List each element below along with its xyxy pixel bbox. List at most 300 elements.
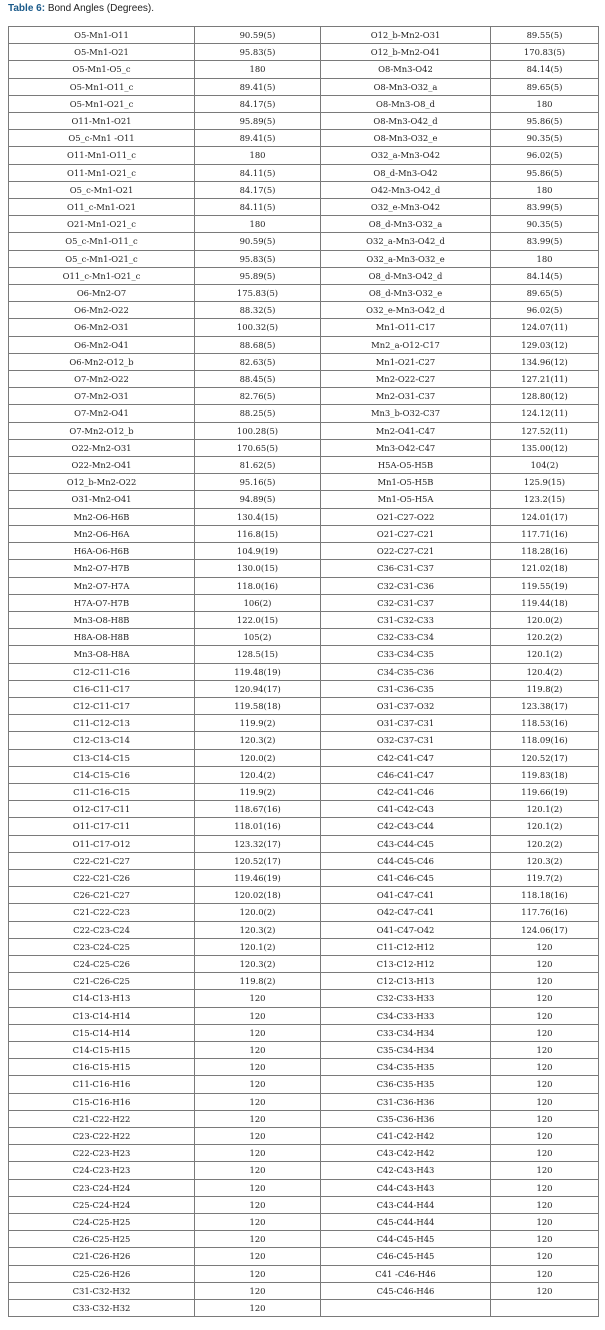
- table-row: [9, 594, 599, 611]
- angle-atoms-left: O5-Mn1-O21_c: [9, 95, 195, 112]
- angle-atoms-left: C22-C23-C24: [9, 921, 195, 938]
- table-row: [9, 457, 599, 474]
- angle-value-left: 90.59(5): [195, 27, 321, 44]
- table-row: [9, 164, 599, 181]
- table-row: [9, 267, 599, 284]
- angle-value-left: 120: [195, 1214, 321, 1231]
- angle-value-right: 95.86(5): [491, 113, 599, 130]
- angle-atoms-right: Mn1-O21-C27: [321, 353, 491, 370]
- angle-value-right: 84.14(5): [491, 61, 599, 78]
- angle-atoms-left: C21-C26-H26: [9, 1248, 195, 1265]
- table-row: [9, 663, 599, 680]
- angle-value-left: 119.46(19): [195, 869, 321, 886]
- table-row: [9, 1041, 599, 1058]
- angle-atoms-right: Mn3_b-O32-C37: [321, 405, 491, 422]
- angle-atoms-right: O12_b-Mn2-O31: [321, 27, 491, 44]
- angle-value-left: 120: [195, 1196, 321, 1213]
- angle-value-right: 134.96(12): [491, 353, 599, 370]
- angle-atoms-right: C32-C33-C34: [321, 629, 491, 646]
- angle-atoms-left: C24-C23-H23: [9, 1162, 195, 1179]
- angle-atoms-left: C12-C11-C16: [9, 663, 195, 680]
- angle-atoms-right: C32-C33-H33: [321, 990, 491, 1007]
- angle-atoms-left: O11_c-Mn1-O21_c: [9, 267, 195, 284]
- angle-value-left: 95.89(5): [195, 267, 321, 284]
- table-row: [9, 955, 599, 972]
- table-row: [9, 921, 599, 938]
- angle-value-right: 120: [491, 1196, 599, 1213]
- angle-value-left: 116.8(15): [195, 525, 321, 542]
- angle-atoms-right: C46-C41-C47: [321, 766, 491, 783]
- angle-atoms-right: C46-C45-H45: [321, 1248, 491, 1265]
- angle-atoms-right: C31-C36-H36: [321, 1093, 491, 1110]
- angle-value-right: 120: [491, 1059, 599, 1076]
- angle-atoms-right: C36-C35-H35: [321, 1076, 491, 1093]
- angle-value-left: 119.58(18): [195, 697, 321, 714]
- angle-atoms-left: C23-C24-C25: [9, 938, 195, 955]
- table-row: [9, 1231, 599, 1248]
- angle-value-left: 128.5(15): [195, 646, 321, 663]
- angle-atoms-right: C34-C35-C36: [321, 663, 491, 680]
- table-row: [9, 1076, 599, 1093]
- angle-value-right: 123.2(15): [491, 491, 599, 508]
- table-row: [9, 147, 599, 164]
- angle-value-right: 120: [491, 973, 599, 990]
- angle-atoms-left: C16-C11-C17: [9, 680, 195, 697]
- angle-value-left: 180: [195, 147, 321, 164]
- table-row: [9, 302, 599, 319]
- angle-atoms-left: Mn2-O6-H6B: [9, 508, 195, 525]
- angle-atoms-right: Mn2-O22-C27: [321, 371, 491, 388]
- angle-atoms-left: O5-Mn1-O11: [9, 27, 195, 44]
- angle-value-left: 120: [195, 1059, 321, 1076]
- angle-value-right: 120: [491, 1248, 599, 1265]
- angle-value-left: 119.8(2): [195, 973, 321, 990]
- angle-atoms-left: O6-Mn2-O7: [9, 285, 195, 302]
- angle-value-right: 120.1(2): [491, 646, 599, 663]
- angle-value-left: 120.0(2): [195, 749, 321, 766]
- angle-value-right: 120: [491, 1041, 599, 1058]
- angle-atoms-right: C42-C41-C46: [321, 783, 491, 800]
- angle-atoms-right: C44-C43-H43: [321, 1179, 491, 1196]
- angle-atoms-right: O31-C37-O32: [321, 697, 491, 714]
- table-row: [9, 250, 599, 267]
- angle-value-right: 118.09(16): [491, 732, 599, 749]
- table-row: [9, 611, 599, 628]
- table-row: [9, 1196, 599, 1213]
- table-row: [9, 990, 599, 1007]
- angle-value-right: 120: [491, 1179, 599, 1196]
- angle-value-right: 118.53(16): [491, 715, 599, 732]
- angle-value-left: 82.76(5): [195, 388, 321, 405]
- angle-value-left: 95.89(5): [195, 113, 321, 130]
- angle-value-left: 170.65(5): [195, 439, 321, 456]
- angle-value-right: 96.02(5): [491, 147, 599, 164]
- angle-atoms-right: Mn2-O31-C37: [321, 388, 491, 405]
- angle-value-right: 120.4(2): [491, 663, 599, 680]
- angle-value-right: 124.01(17): [491, 508, 599, 525]
- angle-atoms-right: C13-C12-H12: [321, 955, 491, 972]
- angle-atoms-right: C41-C42-C43: [321, 801, 491, 818]
- angle-value-left: 106(2): [195, 594, 321, 611]
- angle-value-left: 123.32(17): [195, 835, 321, 852]
- table-row: [9, 766, 599, 783]
- angle-atoms-left: O6-Mn2-O12_b: [9, 353, 195, 370]
- angle-atoms-right: O42-C47-C41: [321, 904, 491, 921]
- angle-value-right: 118.18(16): [491, 887, 599, 904]
- angle-atoms-left: C14-C15-H15: [9, 1041, 195, 1058]
- angle-atoms-left: C25-C24-H24: [9, 1196, 195, 1213]
- angle-value-left: 84.17(5): [195, 95, 321, 112]
- angle-atoms-left: C12-C13-C14: [9, 732, 195, 749]
- angle-atoms-left: O22-Mn2-O31: [9, 439, 195, 456]
- angle-atoms-right: Mn2_a-O12-C17: [321, 336, 491, 353]
- angle-atoms-right: Mn1-O11-C17: [321, 319, 491, 336]
- table-row: [9, 1110, 599, 1127]
- angle-value-left: 88.25(5): [195, 405, 321, 422]
- angle-atoms-right: Mn3-O42-C47: [321, 439, 491, 456]
- angle-value-right: 95.86(5): [491, 164, 599, 181]
- angle-atoms-right: O32-C37-C31: [321, 732, 491, 749]
- angle-value-right: 120: [491, 955, 599, 972]
- angle-atoms-left: O6-Mn2-O22: [9, 302, 195, 319]
- angle-value-right: 120: [491, 1007, 599, 1024]
- angle-atoms-left: O22-Mn2-O41: [9, 457, 195, 474]
- angle-atoms-right: [321, 1300, 491, 1317]
- angle-atoms-left: C24-C25-H25: [9, 1214, 195, 1231]
- angle-atoms-left: O7-Mn2-O12_b: [9, 422, 195, 439]
- angle-atoms-right: O41-C47-C41: [321, 887, 491, 904]
- angle-atoms-left: O11-Mn1-O21: [9, 113, 195, 130]
- angle-atoms-left: Mn2-O7-H7B: [9, 560, 195, 577]
- angle-value-left: 88.32(5): [195, 302, 321, 319]
- angle-value-right: 124.06(17): [491, 921, 599, 938]
- angle-atoms-left: O12-C17-C11: [9, 801, 195, 818]
- angle-value-left: 118.67(16): [195, 801, 321, 818]
- angle-atoms-left: Mn2-O6-H6A: [9, 525, 195, 542]
- table-row: [9, 336, 599, 353]
- angle-atoms-left: H7A-O7-H7B: [9, 594, 195, 611]
- angle-value-left: 100.28(5): [195, 422, 321, 439]
- angle-atoms-left: Mn2-O7-H7A: [9, 577, 195, 594]
- table-row: [9, 887, 599, 904]
- table-row: [9, 1162, 599, 1179]
- angle-value-left: 180: [195, 216, 321, 233]
- angle-atoms-left: C21-C22-C23: [9, 904, 195, 921]
- table-row: [9, 1248, 599, 1265]
- angle-value-right: 120.1(2): [491, 818, 599, 835]
- angle-atoms-right: O31-C37-C31: [321, 715, 491, 732]
- angle-value-right: 120.2(2): [491, 835, 599, 852]
- angle-atoms-left: C22-C23-H23: [9, 1145, 195, 1162]
- angle-atoms-right: C31-C32-C33: [321, 611, 491, 628]
- angle-value-right: 128.80(12): [491, 388, 599, 405]
- angle-value-left: 175.83(5): [195, 285, 321, 302]
- angle-atoms-right: O21-C27-O22: [321, 508, 491, 525]
- angle-atoms-right: C42-C43-H43: [321, 1162, 491, 1179]
- bond-angles-table: [8, 26, 599, 1317]
- angle-atoms-right: O32_a-Mn3-O42: [321, 147, 491, 164]
- angle-value-left: 130.4(15): [195, 508, 321, 525]
- angle-atoms-right: C12-C13-H13: [321, 973, 491, 990]
- angle-atoms-left: O5-Mn1-O11_c: [9, 78, 195, 95]
- angle-value-right: 89.65(5): [491, 78, 599, 95]
- angle-value-right: 119.44(18): [491, 594, 599, 611]
- angle-atoms-left: O5-Mn1-O5_c: [9, 61, 195, 78]
- table-caption-text: Bond Angles (Degrees).: [45, 3, 154, 14]
- angle-atoms-left: O11-Mn1-O11_c: [9, 147, 195, 164]
- angle-atoms-right: O8_d-Mn3-O32_e: [321, 285, 491, 302]
- angle-atoms-right: C44-C45-H45: [321, 1231, 491, 1248]
- angle-value-right: 119.8(2): [491, 680, 599, 697]
- table-row: [9, 233, 599, 250]
- table-row: [9, 353, 599, 370]
- angle-value-left: 120: [195, 1110, 321, 1127]
- table-row: [9, 938, 599, 955]
- table-row: [9, 801, 599, 818]
- angle-value-left: 120: [195, 1093, 321, 1110]
- angle-atoms-right: C45-C46-H46: [321, 1282, 491, 1299]
- angle-value-right: 120: [491, 1128, 599, 1145]
- angle-atoms-left: H6A-O6-H6B: [9, 543, 195, 560]
- angle-value-right: 120.52(17): [491, 749, 599, 766]
- angle-value-left: 105(2): [195, 629, 321, 646]
- angle-atoms-left: C21-C26-C25: [9, 973, 195, 990]
- angle-atoms-right: C32-C31-C37: [321, 594, 491, 611]
- angle-value-right: 120.2(2): [491, 629, 599, 646]
- table-row: [9, 113, 599, 130]
- angle-value-right: 127.52(11): [491, 422, 599, 439]
- angle-value-left: 120: [195, 1162, 321, 1179]
- angle-value-left: 118.0(16): [195, 577, 321, 594]
- angle-atoms-right: O8-Mn3-O8_d: [321, 95, 491, 112]
- angle-atoms-left: O5_c-Mn1 -O11: [9, 130, 195, 147]
- table-row: [9, 95, 599, 112]
- table-row: [9, 319, 599, 336]
- table-row: [9, 973, 599, 990]
- angle-atoms-left: O7-Mn2-O31: [9, 388, 195, 405]
- table-row: [9, 1300, 599, 1317]
- angle-atoms-right: O8_d-Mn3-O42_d: [321, 267, 491, 284]
- table-row: [9, 285, 599, 302]
- angle-value-left: 120: [195, 1007, 321, 1024]
- angle-atoms-right: C42-C41-C47: [321, 749, 491, 766]
- angle-value-right: 83.99(5): [491, 199, 599, 216]
- angle-atoms-right: C45-C44-H44: [321, 1214, 491, 1231]
- angle-atoms-left: C31-C32-H32: [9, 1282, 195, 1299]
- angle-value-left: 89.41(5): [195, 78, 321, 95]
- angle-value-left: 120: [195, 1265, 321, 1282]
- angle-value-left: 120: [195, 1128, 321, 1145]
- angle-atoms-right: C36-C31-C37: [321, 560, 491, 577]
- angle-atoms-left: C11-C16-C15: [9, 783, 195, 800]
- angle-value-left: 90.59(5): [195, 233, 321, 250]
- angle-atoms-right: O12_b-Mn2-O41: [321, 44, 491, 61]
- angle-atoms-right: O32_e-Mn3-O42_d: [321, 302, 491, 319]
- angle-value-right: 90.35(5): [491, 216, 599, 233]
- table-row: [9, 439, 599, 456]
- angle-atoms-left: C15-C16-H16: [9, 1093, 195, 1110]
- angle-value-left: 120.02(18): [195, 887, 321, 904]
- angle-value-right: 120: [491, 1145, 599, 1162]
- angle-value-right: 124.12(11): [491, 405, 599, 422]
- angle-value-right: 120: [491, 938, 599, 955]
- table-row: [9, 1059, 599, 1076]
- table-row: [9, 1093, 599, 1110]
- angle-value-left: 94.89(5): [195, 491, 321, 508]
- angle-value-left: 120.94(17): [195, 680, 321, 697]
- angle-value-right: 118.28(16): [491, 543, 599, 560]
- angle-atoms-left: C25-C26-H26: [9, 1265, 195, 1282]
- angle-value-left: 120: [195, 1041, 321, 1058]
- angle-value-right: 180: [491, 250, 599, 267]
- table-row: [9, 629, 599, 646]
- table-row: [9, 371, 599, 388]
- angle-value-right: 120: [491, 1265, 599, 1282]
- angle-value-left: 100.32(5): [195, 319, 321, 336]
- table-row: [9, 732, 599, 749]
- table-row: [9, 1024, 599, 1041]
- angle-value-right: 125.9(15): [491, 474, 599, 491]
- angle-atoms-left: O5_c-Mn1-O21_c: [9, 250, 195, 267]
- angle-atoms-right: C34-C33-H33: [321, 1007, 491, 1024]
- angle-atoms-left: O21-Mn1-O21_c: [9, 216, 195, 233]
- angle-value-right: 119.66(19): [491, 783, 599, 800]
- angle-value-left: 120.3(2): [195, 955, 321, 972]
- table-row: [9, 216, 599, 233]
- table-row: [9, 508, 599, 525]
- angle-atoms-left: C33-C32-H32: [9, 1300, 195, 1317]
- angle-atoms-left: O12_b-Mn2-O22: [9, 474, 195, 491]
- angle-value-right: 83.99(5): [491, 233, 599, 250]
- angle-atoms-left: Mn3-O8-H8A: [9, 646, 195, 663]
- angle-atoms-right: C32-C31-C36: [321, 577, 491, 594]
- angle-atoms-left: C22-C21-C27: [9, 852, 195, 869]
- angle-atoms-right: C35-C36-H36: [321, 1110, 491, 1127]
- angle-value-left: 120: [195, 1024, 321, 1041]
- angle-atoms-left: C16-C15-H15: [9, 1059, 195, 1076]
- table-row: [9, 525, 599, 542]
- angle-atoms-right: C44-C45-C46: [321, 852, 491, 869]
- angle-value-left: 120.4(2): [195, 766, 321, 783]
- angle-atoms-right: O8_d-Mn3-O42: [321, 164, 491, 181]
- table-row: [9, 474, 599, 491]
- angle-value-right: 96.02(5): [491, 302, 599, 319]
- angle-value-right: 117.76(16): [491, 904, 599, 921]
- angle-value-right: 120: [491, 1093, 599, 1110]
- angle-value-left: 120.0(2): [195, 904, 321, 921]
- table-row: [9, 835, 599, 852]
- table-row: [9, 852, 599, 869]
- table-row: [9, 715, 599, 732]
- angle-value-left: 88.45(5): [195, 371, 321, 388]
- angle-atoms-left: H8A-O8-H8B: [9, 629, 195, 646]
- angle-value-right: 119.55(19): [491, 577, 599, 594]
- angle-value-left: 84.11(5): [195, 199, 321, 216]
- angle-value-right: 84.14(5): [491, 267, 599, 284]
- angle-value-left: 104.9(19): [195, 543, 321, 560]
- angle-atoms-left: C26-C25-H25: [9, 1231, 195, 1248]
- angle-atoms-right: O21-C27-C21: [321, 525, 491, 542]
- angle-atoms-left: O5_c-Mn1-O21: [9, 181, 195, 198]
- angle-atoms-left: O6-Mn2-O31: [9, 319, 195, 336]
- angle-atoms-right: C43-C42-H42: [321, 1145, 491, 1162]
- table-row: [9, 543, 599, 560]
- angle-atoms-left: C13-C14-H14: [9, 1007, 195, 1024]
- angle-value-right: 89.55(5): [491, 27, 599, 44]
- angle-atoms-left: C22-C21-C26: [9, 869, 195, 886]
- table-row: [9, 27, 599, 44]
- angle-atoms-right: C41-C46-C45: [321, 869, 491, 886]
- table-row: [9, 646, 599, 663]
- table-row: [9, 491, 599, 508]
- angle-atoms-left: O5_c-Mn1-O11_c: [9, 233, 195, 250]
- angle-atoms-left: O11_c-Mn1-O21: [9, 199, 195, 216]
- angle-value-left: 84.11(5): [195, 164, 321, 181]
- angle-atoms-right: O8_d-Mn3-O32_a: [321, 216, 491, 233]
- angle-atoms-right: C43-C44-C45: [321, 835, 491, 852]
- angle-value-right: 120: [491, 1162, 599, 1179]
- angle-atoms-left: C26-C21-C27: [9, 887, 195, 904]
- angle-value-right: 127.21(11): [491, 371, 599, 388]
- table-row: [9, 181, 599, 198]
- table-caption-label: Table 6:: [8, 3, 46, 14]
- angle-atoms-right: O32_a-Mn3-O42_d: [321, 233, 491, 250]
- table-row: [9, 44, 599, 61]
- angle-atoms-left: C11-C12-C13: [9, 715, 195, 732]
- table-row: [9, 904, 599, 921]
- angle-value-right: 123.38(17): [491, 697, 599, 714]
- angle-atoms-left: Mn3-O8-H8B: [9, 611, 195, 628]
- angle-atoms-left: C11-C16-H16: [9, 1076, 195, 1093]
- table-row: [9, 1007, 599, 1024]
- angle-value-right: 120: [491, 1231, 599, 1248]
- angle-value-right: 135.00(12): [491, 439, 599, 456]
- angle-value-left: 120: [195, 990, 321, 1007]
- table-row: [9, 680, 599, 697]
- angle-value-right: 121.02(18): [491, 560, 599, 577]
- angle-atoms-right: O22-C27-C21: [321, 543, 491, 560]
- table-row: [9, 1282, 599, 1299]
- angle-atoms-left: C14-C13-H13: [9, 990, 195, 1007]
- bond-angles-table-body: [9, 27, 599, 1317]
- angle-value-right: 120.1(2): [491, 801, 599, 818]
- angle-value-right: 124.07(11): [491, 319, 599, 336]
- angle-atoms-left: C12-C11-C17: [9, 697, 195, 714]
- angle-value-left: 120: [195, 1282, 321, 1299]
- angle-value-right: [491, 1300, 599, 1317]
- angle-value-left: 122.0(15): [195, 611, 321, 628]
- table-row: [9, 405, 599, 422]
- angle-value-left: 95.16(5): [195, 474, 321, 491]
- angle-value-left: 120: [195, 1231, 321, 1248]
- table-row: [9, 199, 599, 216]
- angle-value-right: 120: [491, 1282, 599, 1299]
- angle-value-left: 89.41(5): [195, 130, 321, 147]
- angle-value-right: 120: [491, 990, 599, 1007]
- angle-value-left: 120.1(2): [195, 938, 321, 955]
- table-row: [9, 577, 599, 594]
- angle-value-left: 120.52(17): [195, 852, 321, 869]
- angle-value-right: 120: [491, 1214, 599, 1231]
- table-row: [9, 130, 599, 147]
- angle-value-left: 84.17(5): [195, 181, 321, 198]
- table-row: [9, 1179, 599, 1196]
- table-row: [9, 749, 599, 766]
- angle-atoms-right: Mn2-O41-C47: [321, 422, 491, 439]
- angle-atoms-right: C35-C34-H34: [321, 1041, 491, 1058]
- angle-atoms-right: O41-C47-O42: [321, 921, 491, 938]
- angle-value-right: 117.71(16): [491, 525, 599, 542]
